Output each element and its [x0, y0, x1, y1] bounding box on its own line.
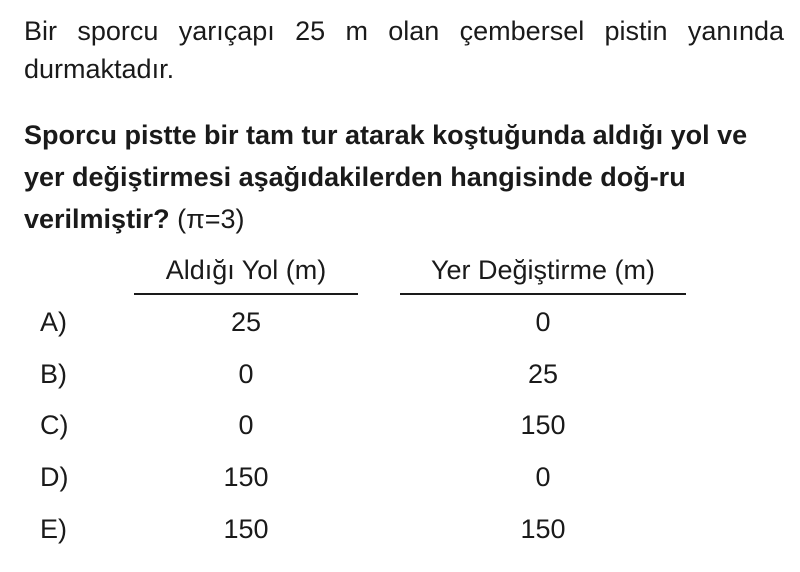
option-row-b[interactable] — [0, 354, 800, 394]
header-underline-distance — [134, 293, 358, 295]
question-prompt — [24, 114, 784, 240]
option-displacement-value: 25 — [527, 359, 559, 389]
option-displacement-value: 150 — [520, 514, 566, 544]
column-header-distance: Aldığı Yol (m) — [165, 255, 327, 285]
option-distance-value: 0 — [238, 410, 254, 440]
option-distance-value: 150 — [223, 514, 269, 544]
option-row-a[interactable] — [0, 302, 800, 342]
option-letter: C) — [40, 410, 69, 440]
option-displacement-value: 150 — [520, 410, 566, 440]
option-letter: D) — [40, 462, 69, 492]
header-underline-displacement — [400, 293, 686, 295]
option-displacement-value: 0 — [535, 307, 551, 337]
option-displacement-value: 0 — [535, 462, 551, 492]
option-row-e[interactable] — [0, 509, 800, 549]
pi-note: (π=3) — [177, 204, 245, 234]
option-distance-value: 150 — [223, 462, 269, 492]
option-row-c[interactable] — [0, 405, 800, 445]
option-distance-value: 0 — [238, 359, 254, 389]
option-letter: E) — [40, 514, 67, 544]
question-text: Sporcu pistte bir tam tur atarak koştuğunda aldığı yol ve yer değiştirmesi aşağıdakilerden hangisinde doğ-ru verilmiştir? — [24, 120, 748, 234]
option-letter: A) — [40, 307, 67, 337]
question-stem: Bir sporcu yarıçapı 25 m olan çembersel pistin yanında durmaktadır. — [24, 16, 784, 84]
option-letter: B) — [40, 359, 67, 389]
option-row-d[interactable] — [0, 457, 800, 497]
option-distance-value: 25 — [230, 307, 262, 337]
column-header-displacement: Yer Değiştirme (m) — [430, 255, 656, 285]
